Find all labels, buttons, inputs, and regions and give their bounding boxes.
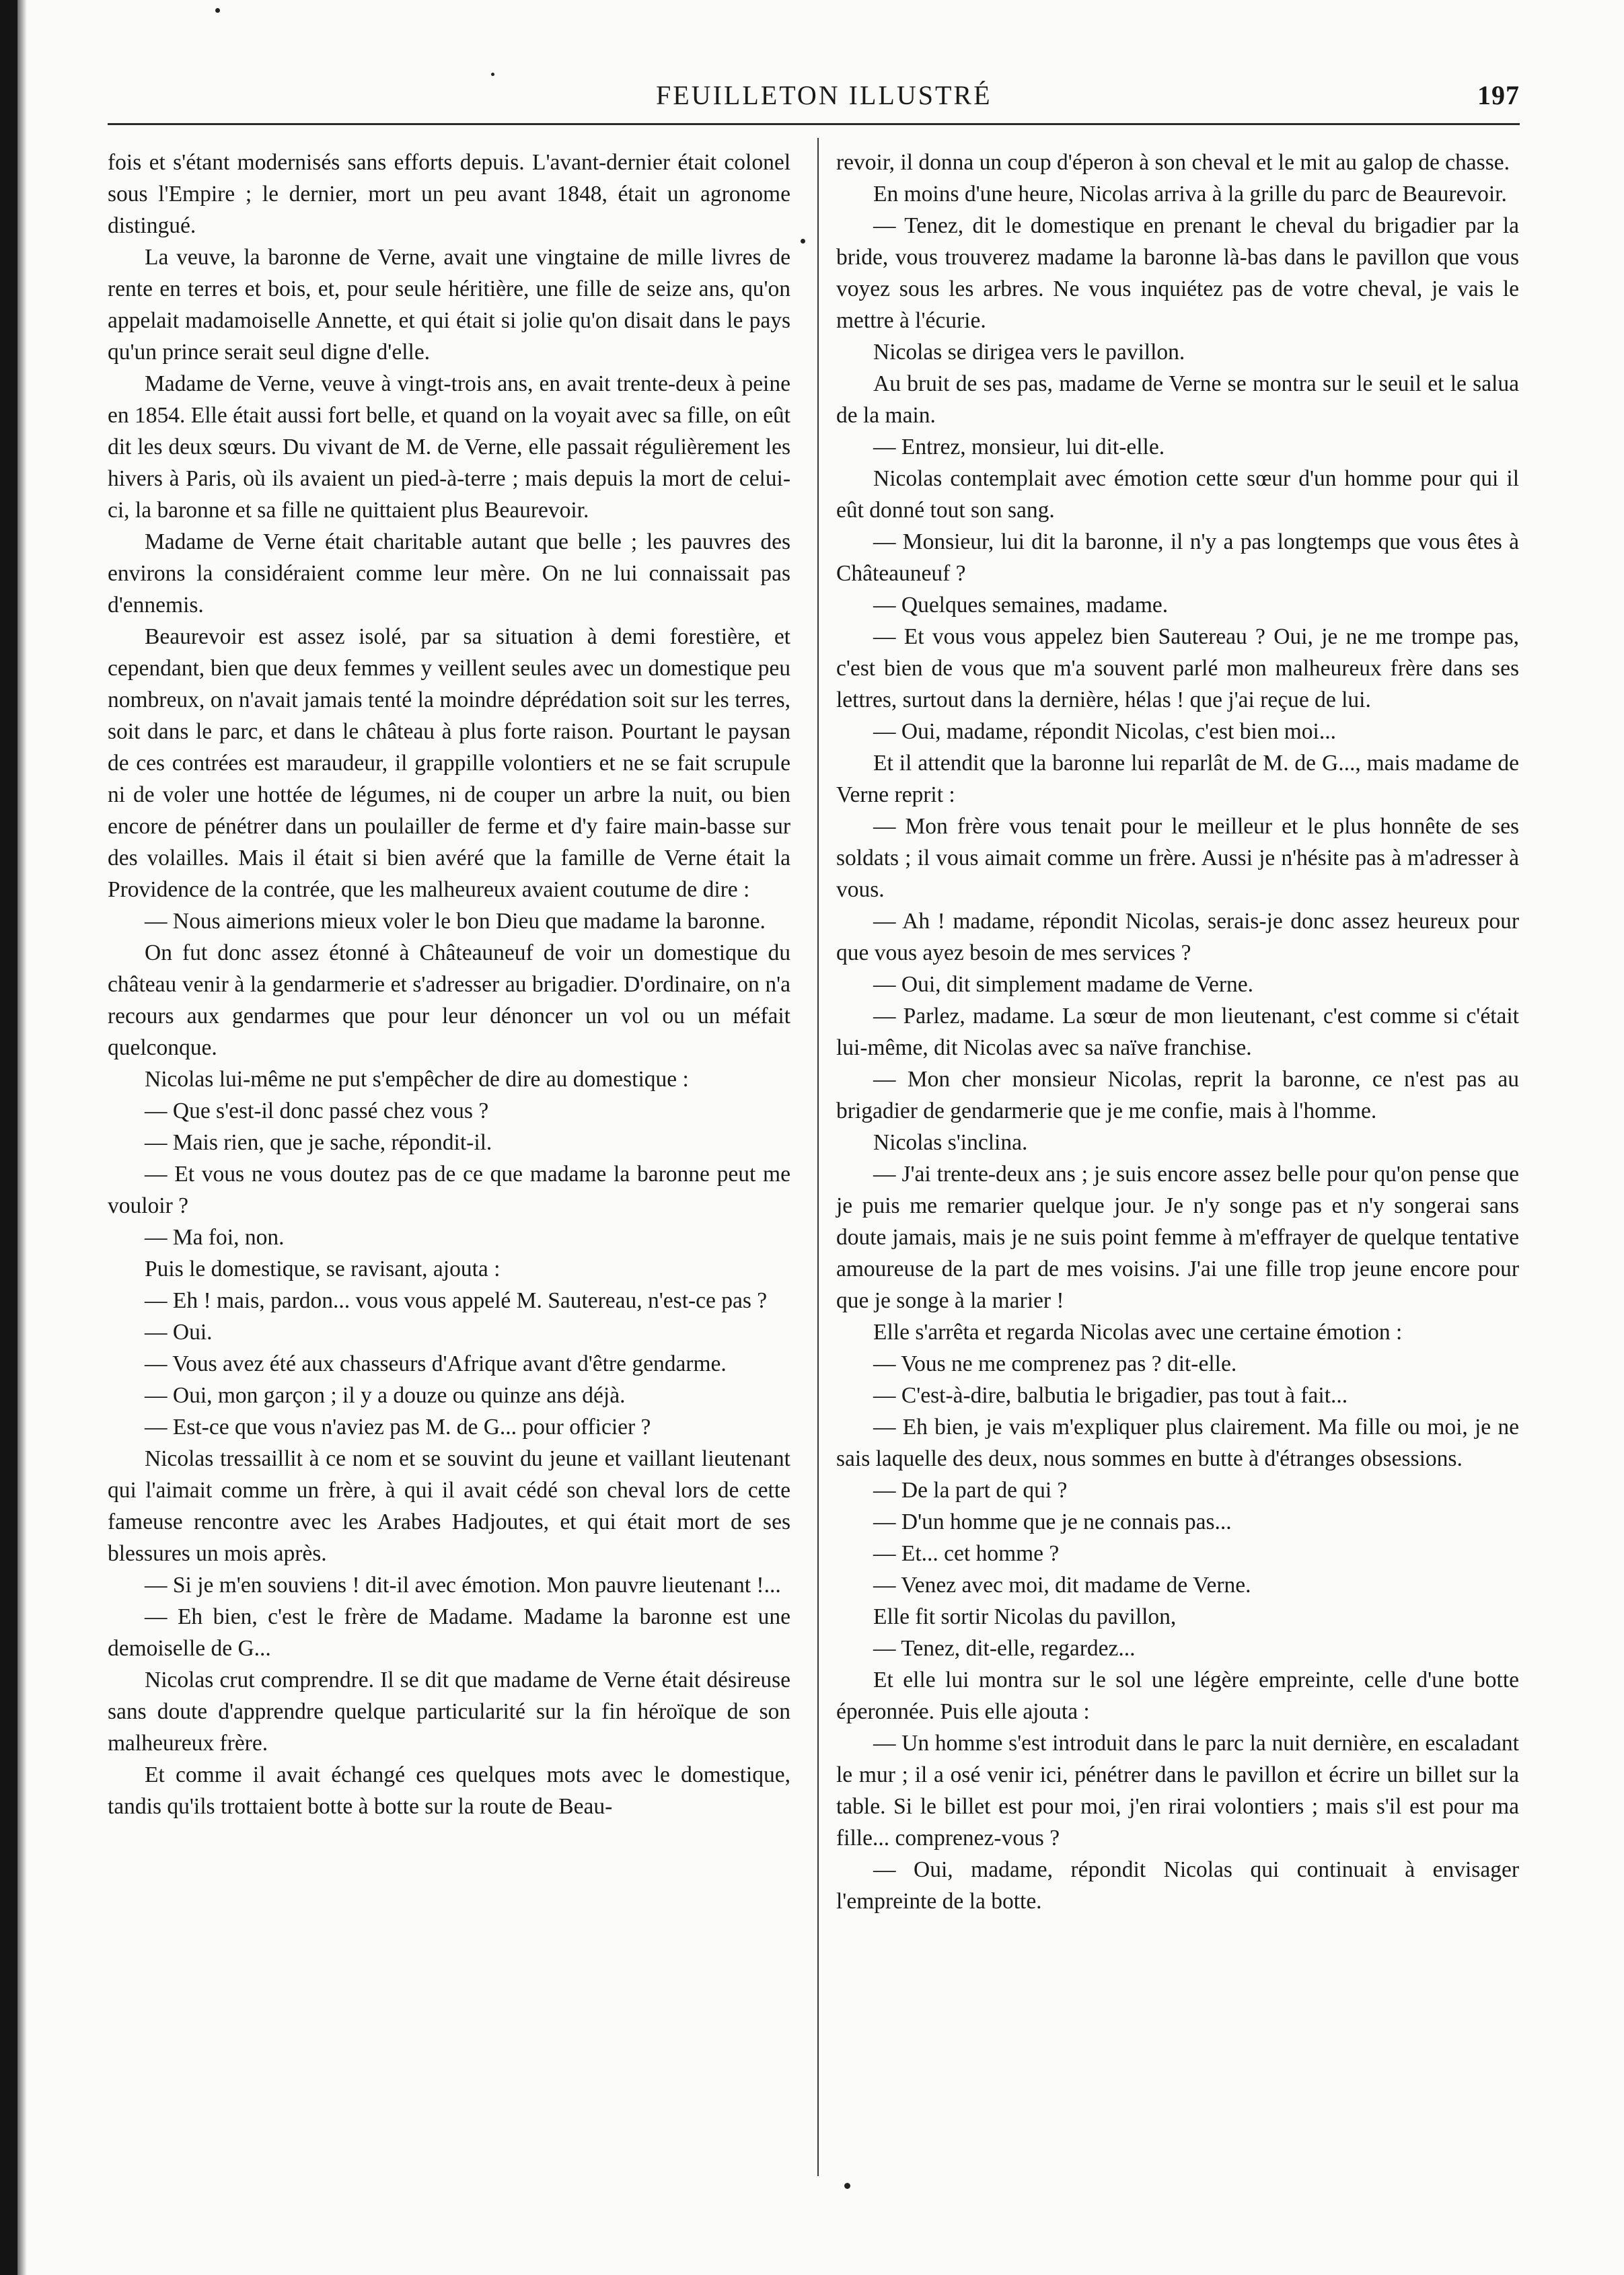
- paragraph: — Mon cher monsieur Nicolas, reprit la baronne, ce n'est pas au brigadier de gendarmerie que je me confie, mais à l'homme.: [836, 1067, 1519, 1123]
- ink-speck: [844, 2183, 850, 2189]
- paragraph: — Un homme s'est introduit dans le parc la nuit dernière, en escaladant le mur ; il a osé venir ici, pénétrer dans le pavillon et écrire un billet sur la table. Si le billet est pour moi, j'en rirai volontiers ; mais s'il est pour ma fille... comprenez-vous ?: [836, 1731, 1519, 1851]
- paragraph: Madame de Verne, veuve à vingt-trois ans, en avait trente-deux à peine en 1854. Elle était aussi fort belle, et quand on la voyait avec sa fille, on eût dit les deux sœurs. Du vivant de M. de Verne, elle passait régulièrement les hivers à Paris, où ils avaient un pied-à-terre ; mais depuis la mort de celui-ci, la baronne et sa fille ne quittaient plus Beaurevoir.: [108, 371, 790, 523]
- header-rule: [108, 123, 1520, 125]
- paragraph: — Monsieur, lui dit la baronne, il n'y a pas longtemps que vous êtes à Châteauneuf ?: [836, 529, 1519, 586]
- paragraph: — Que s'est-il donc passé chez vous ?: [145, 1098, 489, 1123]
- binding-edge: [0, 0, 17, 2275]
- paragraph: Nicolas contemplait avec émotion cette sœur d'un homme pour qui il eût donné tout son sang.: [836, 466, 1519, 523]
- paragraph: Madame de Verne était charitable autant que belle ; les pauvres des environs la considéraient comme leur mère. On ne lui connaissait pas d'ennemis.: [108, 529, 790, 618]
- paragraph: — C'est-à-dire, balbutia le brigadier, pas tout à fait...: [873, 1383, 1348, 1408]
- paragraph: — Eh ! mais, pardon... vous vous appelé M. Sautereau, n'est-ce pas ?: [145, 1288, 768, 1313]
- paragraph: — Si je m'en souviens ! dit-il avec émotion. Mon pauvre lieutenant !...: [145, 1573, 781, 1598]
- paragraph: Nicolas s'inclina.: [873, 1130, 1028, 1155]
- paragraph: En moins d'une heure, Nicolas arriva à la grille du parc de Beaurevoir.: [873, 182, 1507, 207]
- binding-shadow: [17, 0, 27, 2275]
- right-column: [836, 147, 1519, 1917]
- paragraph: — Mon frère vous tenait pour le meilleur et le plus honnête de ses soldats ; il vous aimait comme un frère. Aussi je n'hésite pas à m'adresser à vous.: [836, 814, 1519, 902]
- paragraph: — Ah ! madame, répondit Nicolas, serais-je donc assez heureux pour que vous ayez besoin de mes services ?: [836, 909, 1519, 965]
- paragraph: — Nous aimerions mieux voler le bon Dieu que madame la baronne.: [145, 909, 766, 934]
- paragraph: — Oui, madame, répondit Nicolas, c'est bien moi...: [873, 719, 1336, 744]
- paragraph: — D'un homme que je ne connais pas...: [873, 1509, 1232, 1534]
- paragraph: — Et vous ne vous doutez pas de ce que madame la baronne peut me vouloir ?: [108, 1162, 790, 1218]
- paragraph: — Tenez, dit le domestique en prenant le cheval du brigadier par la bride, vous trouverez madame la baronne là-bas dans le pavillon que vous voyez sous les arbres. Ne vous inquiétez pas de votre cheval, je vais le mettre à l'écurie.: [836, 213, 1519, 333]
- paragraph: — Oui, dit simplement madame de Verne.: [873, 972, 1254, 997]
- paragraph: — Et... cet homme ?: [873, 1541, 1060, 1566]
- column-divider: [817, 138, 819, 2176]
- paragraph: — J'ai trente-deux ans ; je suis encore assez belle pour qu'on pense que je puis me remarier quelque jour. Je n'y songe pas et n'y songerai sans doute jamais, mais je ne suis point femme à m'effrayer de quelque tentative amoureuse de la part de mes voisins. J'ai une fille trop jeune encore pour que je songe à la marier !: [836, 1162, 1519, 1313]
- paragraph: — Et vous vous appelez bien Sautereau ? Oui, je ne me trompe pas, c'est bien de vous que m'a souvent parlé mon malheureux frère dans ses lettres, surtout dans la dernière, hélas ! que j'ai reçue de lui.: [836, 624, 1519, 712]
- paragraph: Au bruit de ses pas, madame de Verne se montra sur le seuil et le salua de la main.: [836, 371, 1519, 428]
- paragraph: Nicolas lui-même ne put s'empêcher de dire au domestique :: [145, 1067, 689, 1092]
- paragraph: — Vous ne me comprenez pas ? dit-elle.: [873, 1351, 1237, 1376]
- paragraph: — De la part de qui ?: [873, 1478, 1068, 1503]
- paragraph: — Ma foi, non.: [145, 1225, 285, 1250]
- ink-speck: [491, 73, 494, 76]
- running-head: [0, 79, 1624, 120]
- running-title: FEUILLETON ILLUSTRÉ: [656, 80, 992, 110]
- paragraph: — Parlez, madame. La sœur de mon lieutenant, c'est comme si c'était lui-même, dit Nicolas avec sa naïve franchise.: [836, 1004, 1519, 1060]
- paragraph: On fut donc assez étonné à Châteauneuf de voir un domestique du château venir à la gendarmerie et s'adresser au brigadier. D'ordinaire, on n'a recours aux gendarmes que pour leur dénoncer un vol ou un méfait quelconque.: [108, 940, 790, 1060]
- paragraph: Elle fit sortir Nicolas du pavillon,: [873, 1604, 1177, 1629]
- paragraph: Et elle lui montra sur le sol une légère empreinte, celle d'une botte éperonnée. Puis elle ajouta :: [836, 1668, 1519, 1724]
- paragraph: — Oui, mon garçon ; il y a douze ou quinze ans déjà.: [145, 1383, 626, 1408]
- paragraph: — Quelques semaines, madame.: [873, 593, 1169, 618]
- paragraph: — Entrez, monsieur, lui dit-elle.: [873, 435, 1165, 459]
- paragraph: — Mais rien, que je sache, répondit-il.: [145, 1130, 492, 1155]
- page-number: 197: [1477, 80, 1520, 110]
- paragraph: — Est-ce que vous n'aviez pas M. de G... pour officier ?: [145, 1415, 651, 1440]
- paragraph: — Oui.: [145, 1320, 213, 1345]
- paragraph: Et comme il avait échangé ces quelques mots avec le domestique, tandis qu'ils trottaient botte à botte sur la route de Beau-: [108, 1762, 790, 1819]
- paragraph: Elle s'arrêta et regarda Nicolas avec une certaine émotion :: [873, 1320, 1403, 1345]
- paragraph: — Eh bien, je vais m'expliquer plus clairement. Ma fille ou moi, je ne sais laquelle des deux, nous sommes en butte à d'étranges obsessions.: [836, 1415, 1519, 1471]
- paragraph: Beaurevoir est assez isolé, par sa situation à demi forestière, et cependant, bien que deux femmes y veillent seules avec un domestique peu nombreux, on n'avait jamais tenté la moindre déprédation soit sur les terres, soit dans le parc, et dans le château à plus forte raison. Pourtant le paysan de ces contrées est maraudeur, il grappille volontiers et ne se fait scrupule ni de voler une hottée de légumes, ni de couper un arbre la nuit, ou bien encore de pénétrer dans un poulailler de ferme et d'y faire main-basse sur des volailles. Mais il était si bien avéré que la famille de Verne était la Providence de la contrée, que les malheureux avaient coutume de dire :: [108, 624, 790, 902]
- paragraph: — Oui, madame, répondit Nicolas qui continuait à envisager l'empreinte de la botte.: [836, 1857, 1519, 1914]
- ink-speck: [215, 8, 220, 13]
- paragraph: — Eh bien, c'est le frère de Madame. Madame la baronne est une demoiselle de G...: [108, 1604, 790, 1661]
- paragraph: Nicolas se dirigea vers le pavillon.: [873, 340, 1185, 365]
- paragraph: — Venez avec moi, dit madame de Verne.: [873, 1573, 1251, 1598]
- paragraph: Nicolas crut comprendre. Il se dit que madame de Verne était désireuse sans doute d'apprendre quelque particularité sur la fin héroïque de son malheureux frère.: [108, 1668, 790, 1756]
- left-column: [108, 147, 790, 1822]
- paragraph: fois et s'étant modernisés sans efforts depuis. L'avant-dernier était colonel sous l'Empire ; le dernier, mort un peu avant 1848, était un agronome distingué.: [108, 150, 790, 238]
- paragraph: — Tenez, dit-elle, regardez...: [873, 1636, 1136, 1661]
- paragraph: Puis le domestique, se ravisant, ajouta :: [145, 1257, 501, 1281]
- paragraph: — Vous avez été aux chasseurs d'Afrique avant d'être gendarme.: [145, 1351, 727, 1376]
- ink-speck: [801, 239, 805, 244]
- paragraph: Et il attendit que la baronne lui reparlât de M. de G..., mais madame de Verne reprit :: [836, 751, 1519, 807]
- paragraph: revoir, il donna un coup d'éperon à son cheval et le mit au galop de chasse.: [836, 150, 1510, 175]
- paragraph: La veuve, la baronne de Verne, avait une vingtaine de mille livres de rente en terres et bois, et, pour seule héritière, une fille de seize ans, qu'on appelait madamoiselle Annette, et qui était si jolie qu'on disait dans le pays qu'un prince serait seul digne d'elle.: [108, 245, 790, 365]
- paragraph: Nicolas tressaillit à ce nom et se souvint du jeune et vaillant lieutenant qui l'aimait comme un frère, à qui il avait cédé son cheval lors de cette fameuse rencontre avec les Arabes Hadjoutes, et qui était mort de ses blessures un mois après.: [108, 1446, 790, 1566]
